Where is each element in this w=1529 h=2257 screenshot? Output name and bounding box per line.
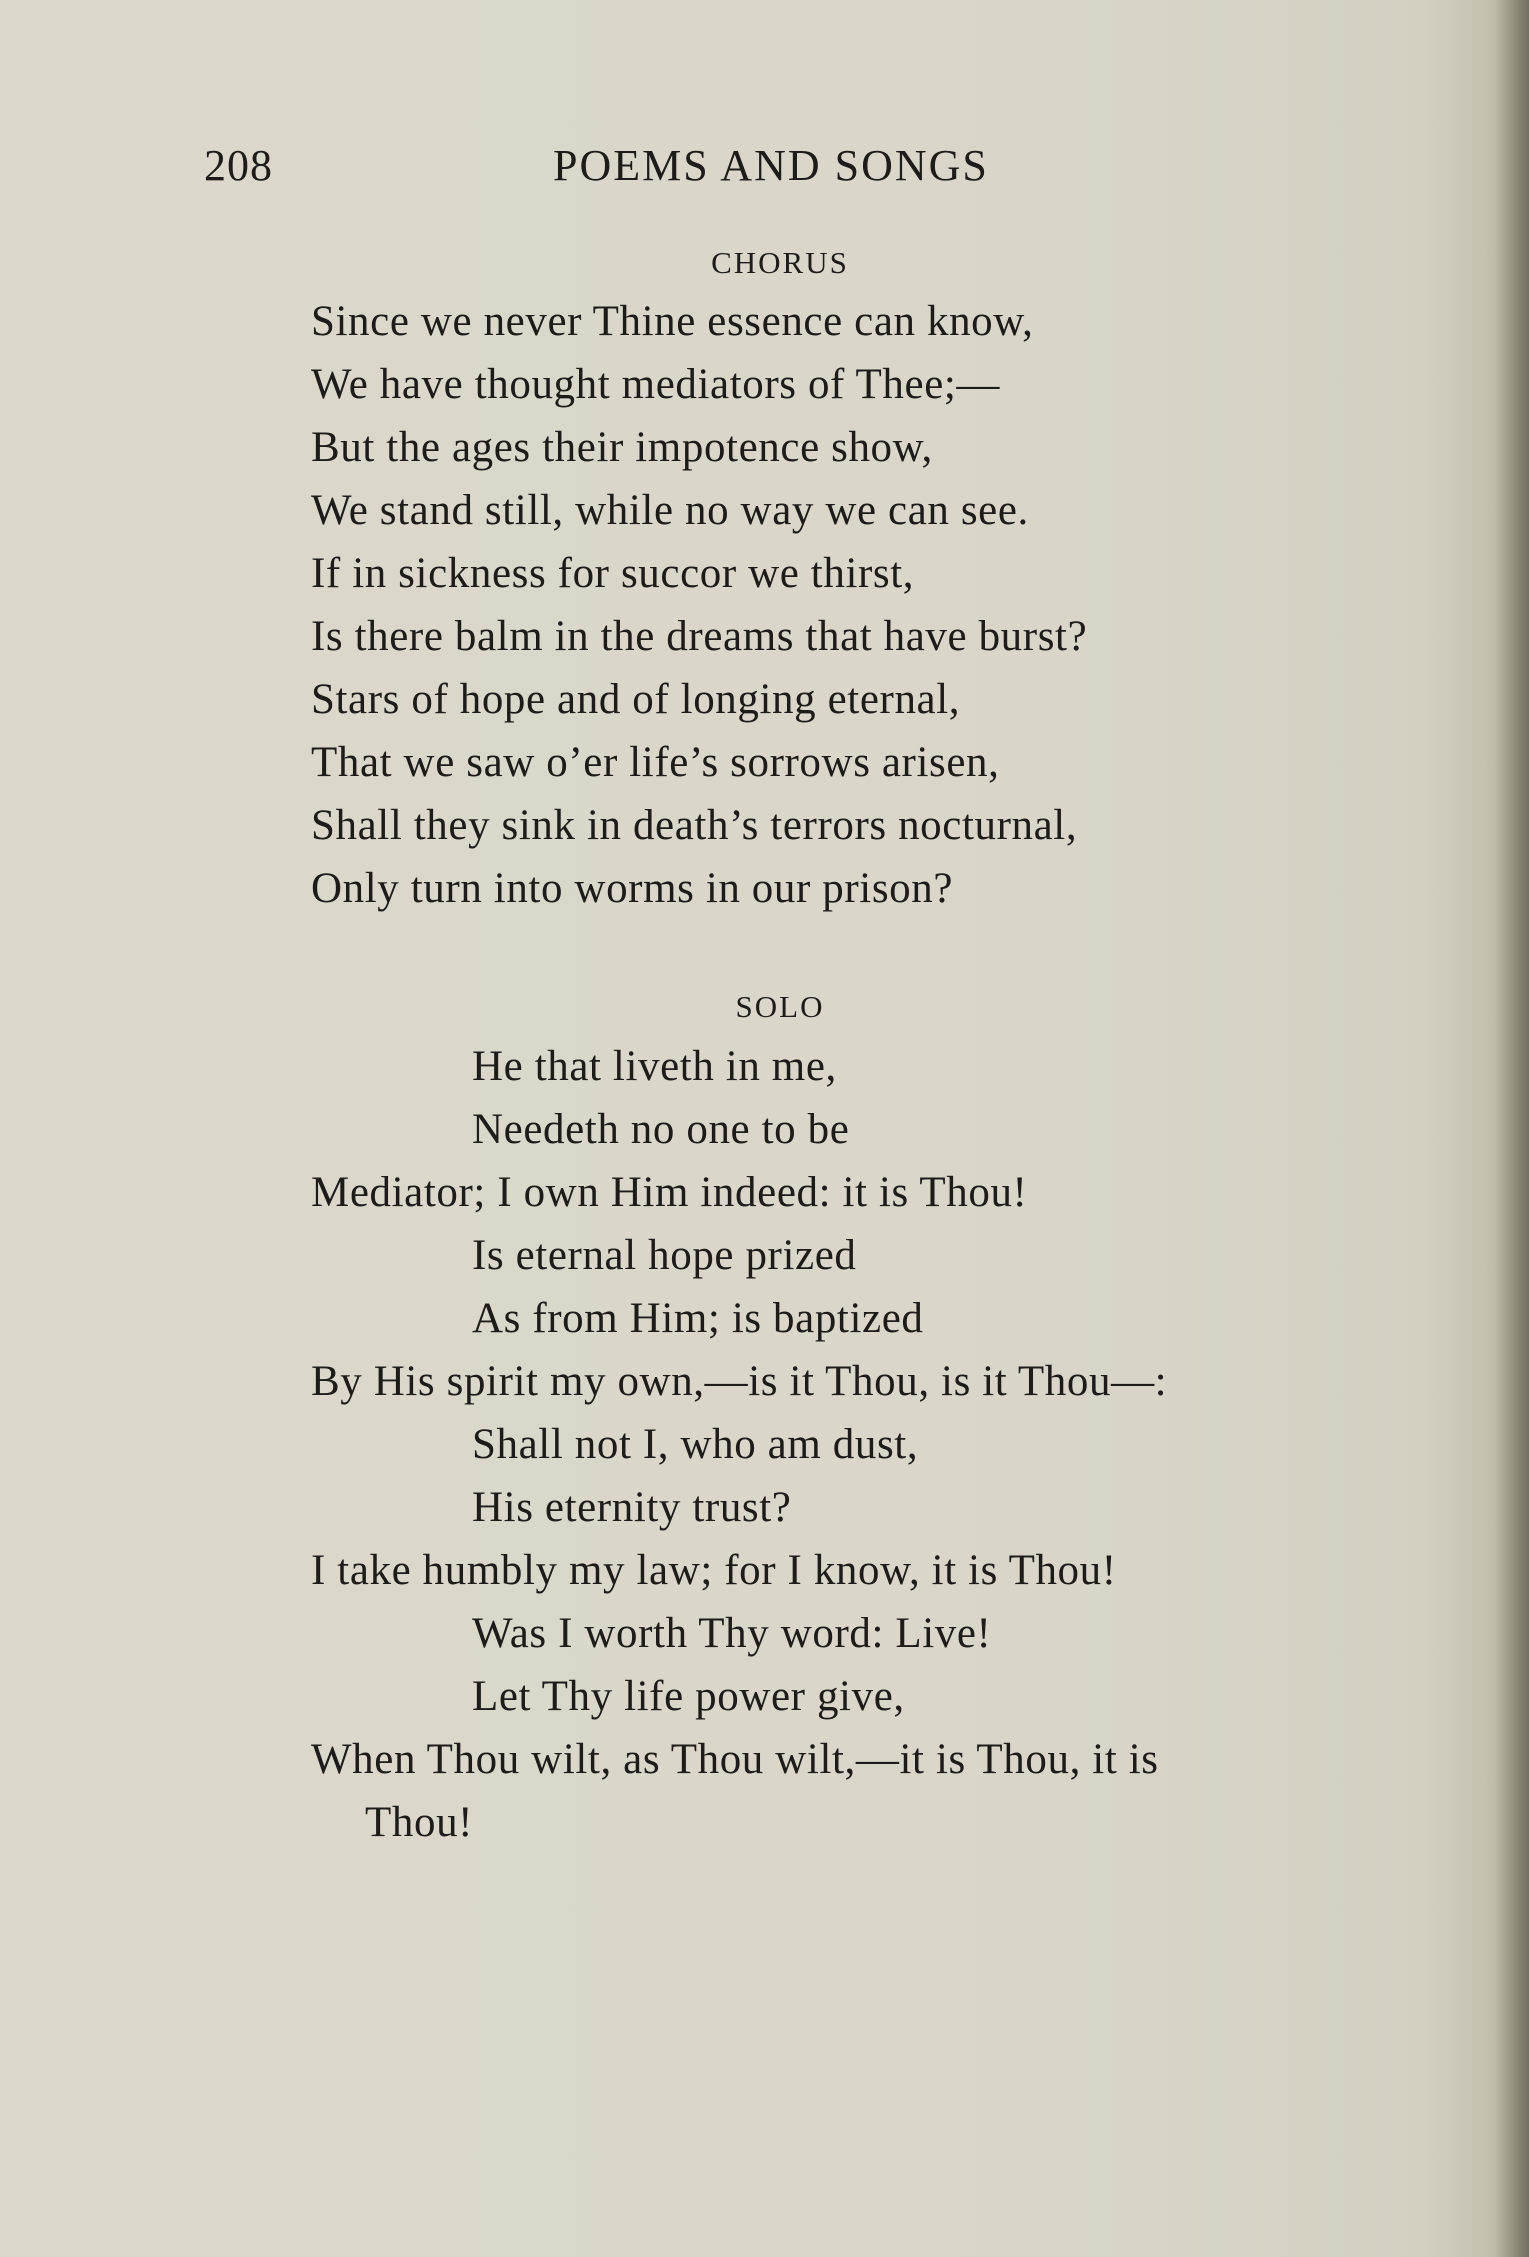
chorus-line: If in sickness for succor we thirst, xyxy=(311,550,915,597)
chorus-line: We stand still, while no way we can see. xyxy=(311,487,1029,534)
chorus-line: Is there balm in the dreams that have burst? xyxy=(311,613,1088,660)
solo-line: He that liveth in me, xyxy=(472,1043,837,1090)
chorus-heading: CHORUS xyxy=(711,245,849,280)
solo-line: I take humbly my law; for I know, it is Thou! xyxy=(311,1547,1117,1594)
solo-line: When Thou wilt, as Thou wilt,—it is Thou, it is xyxy=(311,1736,1159,1783)
page-gutter-shadow xyxy=(1495,0,1529,2257)
solo-line: His eternity trust? xyxy=(472,1484,792,1531)
running-title: POEMS AND SONGS xyxy=(553,141,989,190)
chorus-line: Only turn into worms in our prison? xyxy=(311,865,954,912)
solo-line: Shall not I, who am dust, xyxy=(472,1421,919,1468)
solo-line: As from Him; is baptized xyxy=(472,1295,924,1342)
solo-line: Is eternal hope prized xyxy=(472,1232,857,1279)
solo-line: By His spirit my own,—is it Thou, is it Thou—: xyxy=(311,1358,1168,1405)
chorus-line: But the ages their impotence show, xyxy=(311,424,933,471)
chorus-line: That we saw o’er life’s sorrows arisen, xyxy=(311,739,1000,786)
solo-line: Needeth no one to be xyxy=(472,1106,850,1153)
chorus-line: Since we never Thine essence can know, xyxy=(311,298,1034,345)
page-header xyxy=(0,140,1529,200)
page-number: 208 xyxy=(204,141,273,190)
solo-line: Was I worth Thy word: Live! xyxy=(472,1610,992,1657)
solo-line: Mediator; I own Him indeed: it is Thou! xyxy=(311,1169,1028,1216)
solo-line: Thou! xyxy=(365,1799,474,1846)
chorus-line: We have thought mediators of Thee;— xyxy=(311,361,1001,408)
solo-heading: SOLO xyxy=(735,989,825,1024)
solo-line: Let Thy life power give, xyxy=(472,1673,905,1720)
chorus-line: Shall they sink in death’s terrors nocturnal, xyxy=(311,802,1078,849)
chorus-line: Stars of hope and of longing eternal, xyxy=(311,676,961,723)
